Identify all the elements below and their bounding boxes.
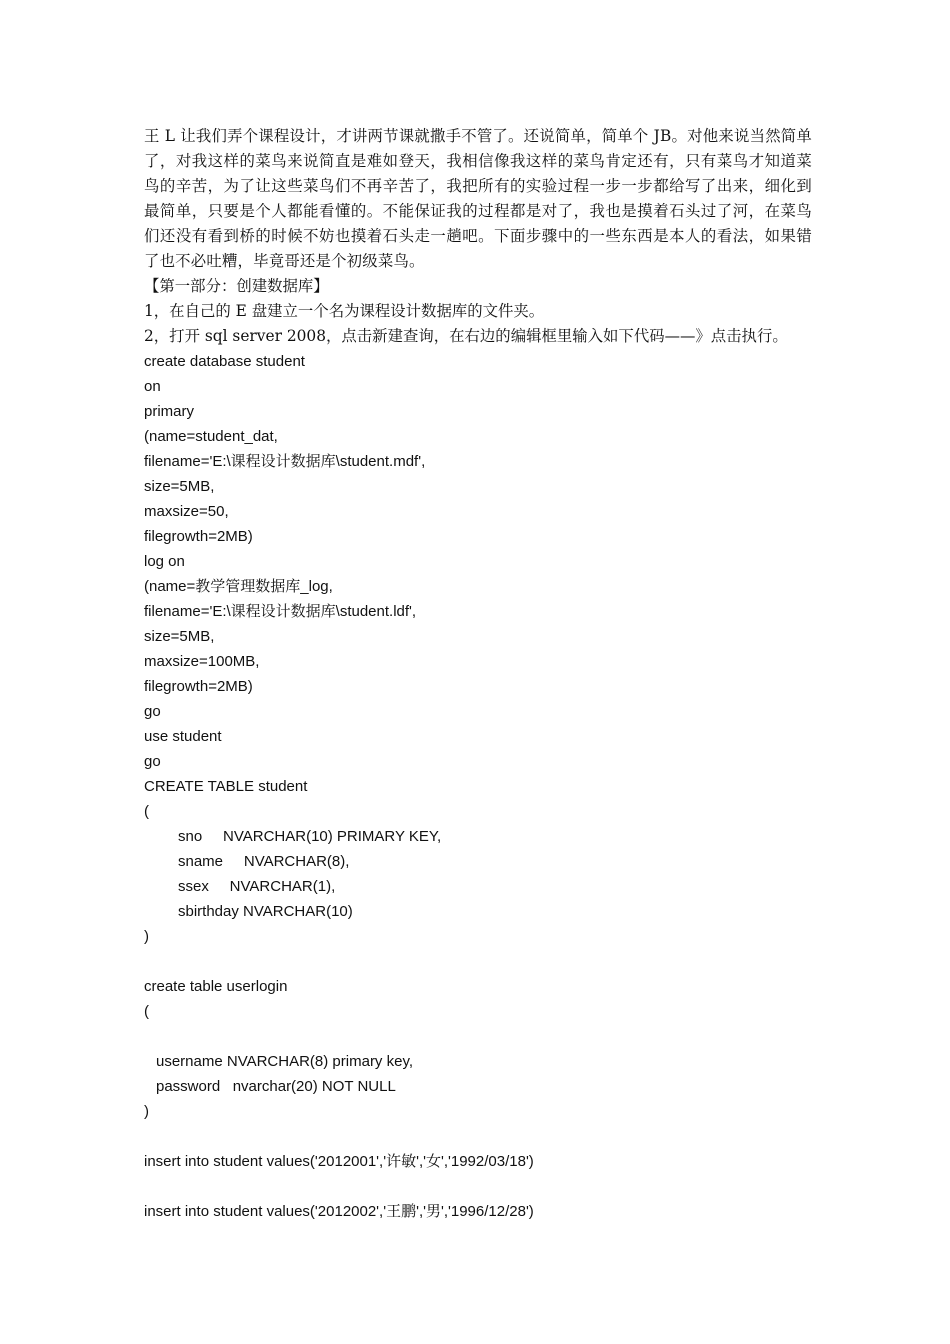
code-line: ( [144, 803, 149, 820]
code-line: create table userlogin [144, 978, 288, 995]
blank-line [144, 949, 812, 974]
code-line: (name=教学管理数据库_log, [144, 578, 333, 595]
code-line: size=5MB, [144, 628, 215, 645]
code-block-inserts [144, 1149, 812, 1224]
code-line: sno NVARCHAR(10) PRIMARY KEY, [178, 828, 442, 845]
code-line: use student [144, 728, 222, 745]
code-line: log on [144, 553, 185, 570]
code-line: go [144, 703, 161, 720]
code-line: filename='E:\课程设计数据库\student.mdf', [144, 453, 426, 470]
code-line: maxsize=100MB, [144, 653, 260, 670]
code-line: ) [144, 1103, 149, 1120]
code-line: password nvarchar(20) NOT NULL [156, 1078, 396, 1095]
code-line: ( [144, 1003, 149, 1020]
code-block-userlogin [144, 974, 812, 1124]
code-line: filename='E:\课程设计数据库\student.ldf', [144, 603, 417, 620]
step-2: 2，打开 sql server 2008，点击新建查询，在右边的编辑框里输入如下代码——》点击执行。 [144, 327, 788, 345]
code-line: create database student [144, 353, 305, 370]
code-line: filegrowth=2MB) [144, 678, 253, 695]
code-line: sbirthday NVARCHAR(10) [178, 903, 353, 920]
intro-paragraph: 王 L 让我们弄个课程设计，才讲两节课就撒手不管了。还说简单，简单个 JB。对他来说当然简单了，对我这样的菜鸟来说简直是难如登天，我相信像我这样的菜鸟肯定还有，只有菜鸟才知道菜鸟的辛苦，为了让这些菜鸟们不再辛苦了，我把所有的实验过程一步一步都给写了出来，细化到最简单，只要是个人都能看懂的。不能保证我的过程都是对了，我也是摸着石头过了河，在菜鸟们还没有看到桥的时候不妨也摸着石头走一趟吧。下面步骤中的一些东西是本人的看法，如果错了也不必吐糟，毕竟哥还是个初级菜鸟。 [144, 127, 812, 270]
blank-line [144, 1174, 812, 1199]
code-line: primary [144, 403, 195, 420]
code-block-student-columns [144, 824, 812, 924]
step-1: 1，在自己的 E 盘建立一个名为课程设计数据库的文件夹。 [144, 302, 545, 320]
code-line: size=5MB, [144, 478, 215, 495]
code-line: (name=student_dat, [144, 428, 278, 445]
code-line: on [144, 378, 161, 395]
code-line: filegrowth=2MB) [144, 528, 253, 545]
code-line: go [144, 753, 161, 770]
section-heading: 【第一部分：创建数据库】 [144, 277, 329, 295]
code-line: maxsize=50, [144, 503, 229, 520]
code-line: ssex NVARCHAR(1), [178, 878, 336, 895]
code-line: username NVARCHAR(8) primary key, [156, 1053, 413, 1070]
code-line: insert into student values('2012002','王鹏','男','1996/12/28') [144, 1203, 534, 1220]
code-line: sname NVARCHAR(8), [178, 853, 350, 870]
blank-line [144, 1124, 812, 1149]
code-line: ) [144, 928, 149, 945]
document-body [144, 124, 812, 1224]
code-block-create-database [144, 349, 812, 824]
blank-line [144, 1024, 812, 1049]
code-line: CREATE TABLE student [144, 778, 308, 795]
code-line: insert into student values('2012001','许敏','女','1992/03/18') [144, 1153, 534, 1170]
